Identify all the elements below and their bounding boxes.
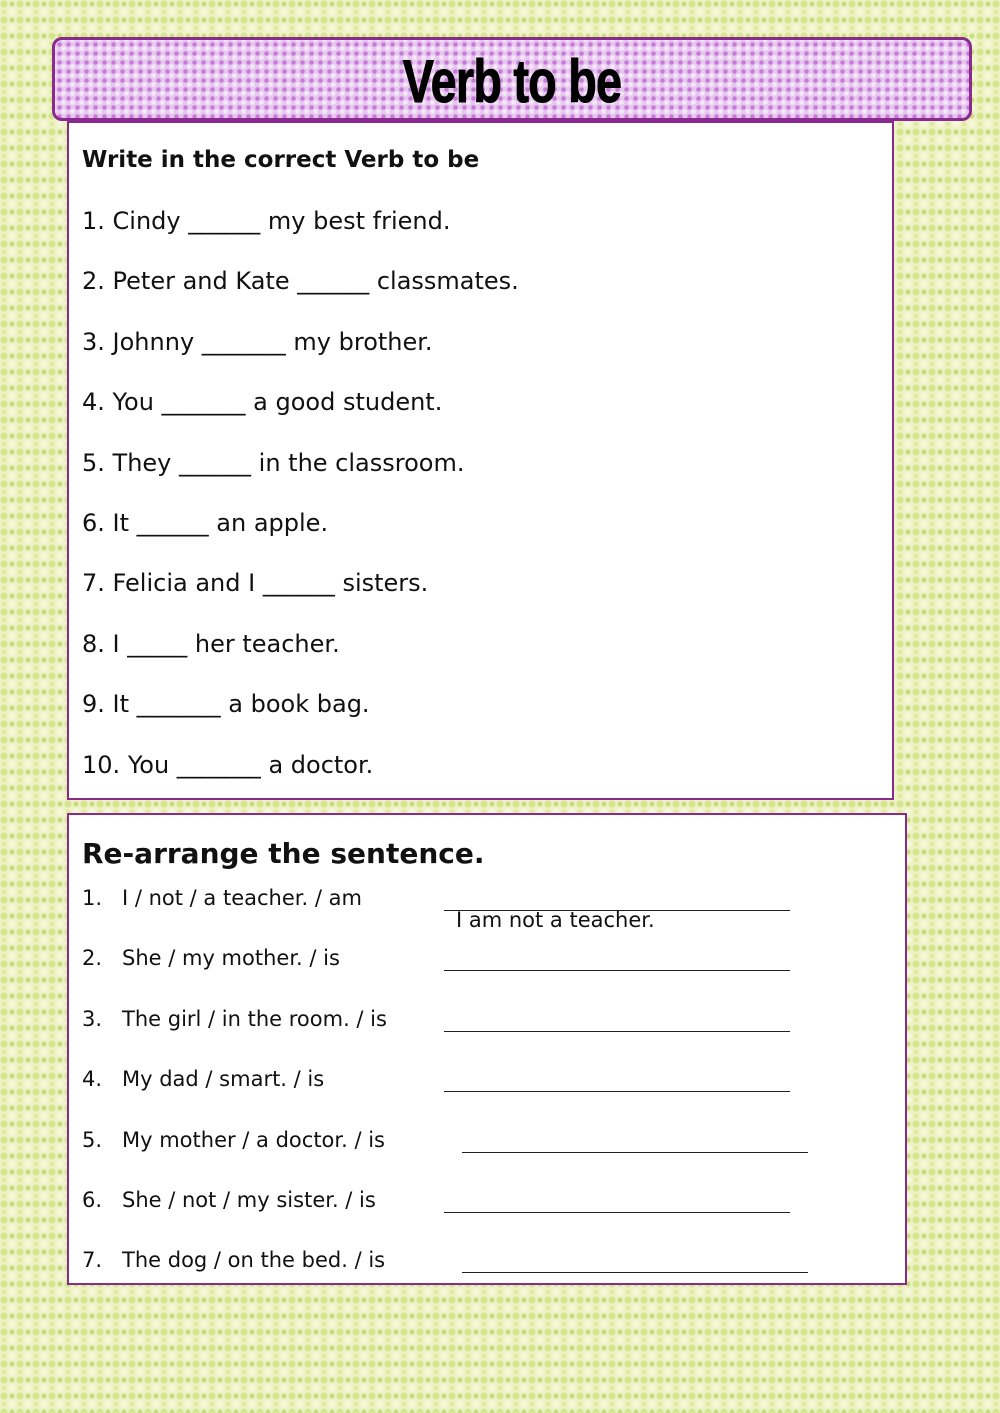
item-number: 1. [82,207,105,235]
item-text: Peter and Kate ______ classmates. [112,267,519,295]
scrambled-prompt: I / not / a teacher. / am [122,886,362,910]
item-number: 4. [82,388,105,416]
item-number: 9. [82,690,105,718]
answer-field[interactable] [444,1091,790,1092]
title-banner [52,37,972,121]
item-text: It ______ an apple. [112,509,329,537]
fill-item [82,267,519,295]
rearrange-row [82,1128,882,1158]
fill-item [82,509,328,537]
item-number: 6. [82,509,105,537]
fill-item [82,388,442,416]
rearrange-section [67,813,907,1285]
item-number: 6. [82,1188,103,1212]
rearrange-row [82,886,882,932]
fill-item [82,449,464,477]
scrambled-prompt: The dog / on the bed. / is [122,1248,386,1272]
answer-text: I am not a teacher. [456,908,655,932]
scrambled-prompt: My mother / a doctor. / is [122,1128,385,1152]
item-number: 3. [82,328,105,356]
answer-field[interactable] [444,970,790,971]
item-text: They ______ in the classroom. [112,449,465,477]
rearrange-row [82,946,882,976]
item-text: I _____ her teacher. [112,630,340,658]
page-title: Verb to be [402,48,622,115]
item-number: 3. [82,1007,103,1031]
item-number: 5. [82,1128,103,1152]
scrambled-prompt: She / my mother. / is [122,946,340,970]
fill-item [82,328,433,356]
rearrange-row [82,1188,882,1218]
rearrange-row [82,1007,882,1037]
fill-item [82,690,370,718]
item-number: 4. [82,1067,103,1091]
item-number: 2. [82,267,105,295]
item-text: You _______ a good student. [112,388,443,416]
item-number: 1. [82,886,103,910]
answer-field[interactable] [462,1272,808,1273]
item-number: 10. [82,751,121,779]
item-text: You _______ a doctor. [127,751,374,779]
scrambled-prompt: My dad / smart. / is [122,1067,325,1091]
item-number: 8. [82,630,105,658]
fill-item [82,630,340,658]
item-number: 5. [82,449,105,477]
section-heading-fill-in: Write in the correct Verb to be [82,147,480,173]
section-heading-rearrange: Re-arrange the sentence. [82,837,485,870]
item-number: 7. [82,1248,103,1272]
item-text: Cindy ______ my best friend. [112,207,451,235]
answer-field[interactable] [462,1152,808,1153]
fill-item [82,207,450,235]
fill-in-section [67,121,894,800]
rearrange-row [82,1067,882,1097]
rearrange-row [82,1248,882,1278]
item-number: 7. [82,569,105,597]
answer-field[interactable] [444,1212,790,1213]
answer-field[interactable] [444,1031,790,1032]
item-text: Felicia and I ______ sisters. [112,569,429,597]
scrambled-prompt: She / not / my sister. / is [122,1188,376,1212]
item-number: 2. [82,946,103,970]
answer-field[interactable] [444,908,790,932]
fill-item [82,751,373,779]
item-text: Johnny _______ my brother. [112,328,433,356]
fill-item [82,569,428,597]
scrambled-prompt: The girl / in the room. / is [122,1007,387,1031]
item-text: It _______ a book bag. [112,690,370,718]
